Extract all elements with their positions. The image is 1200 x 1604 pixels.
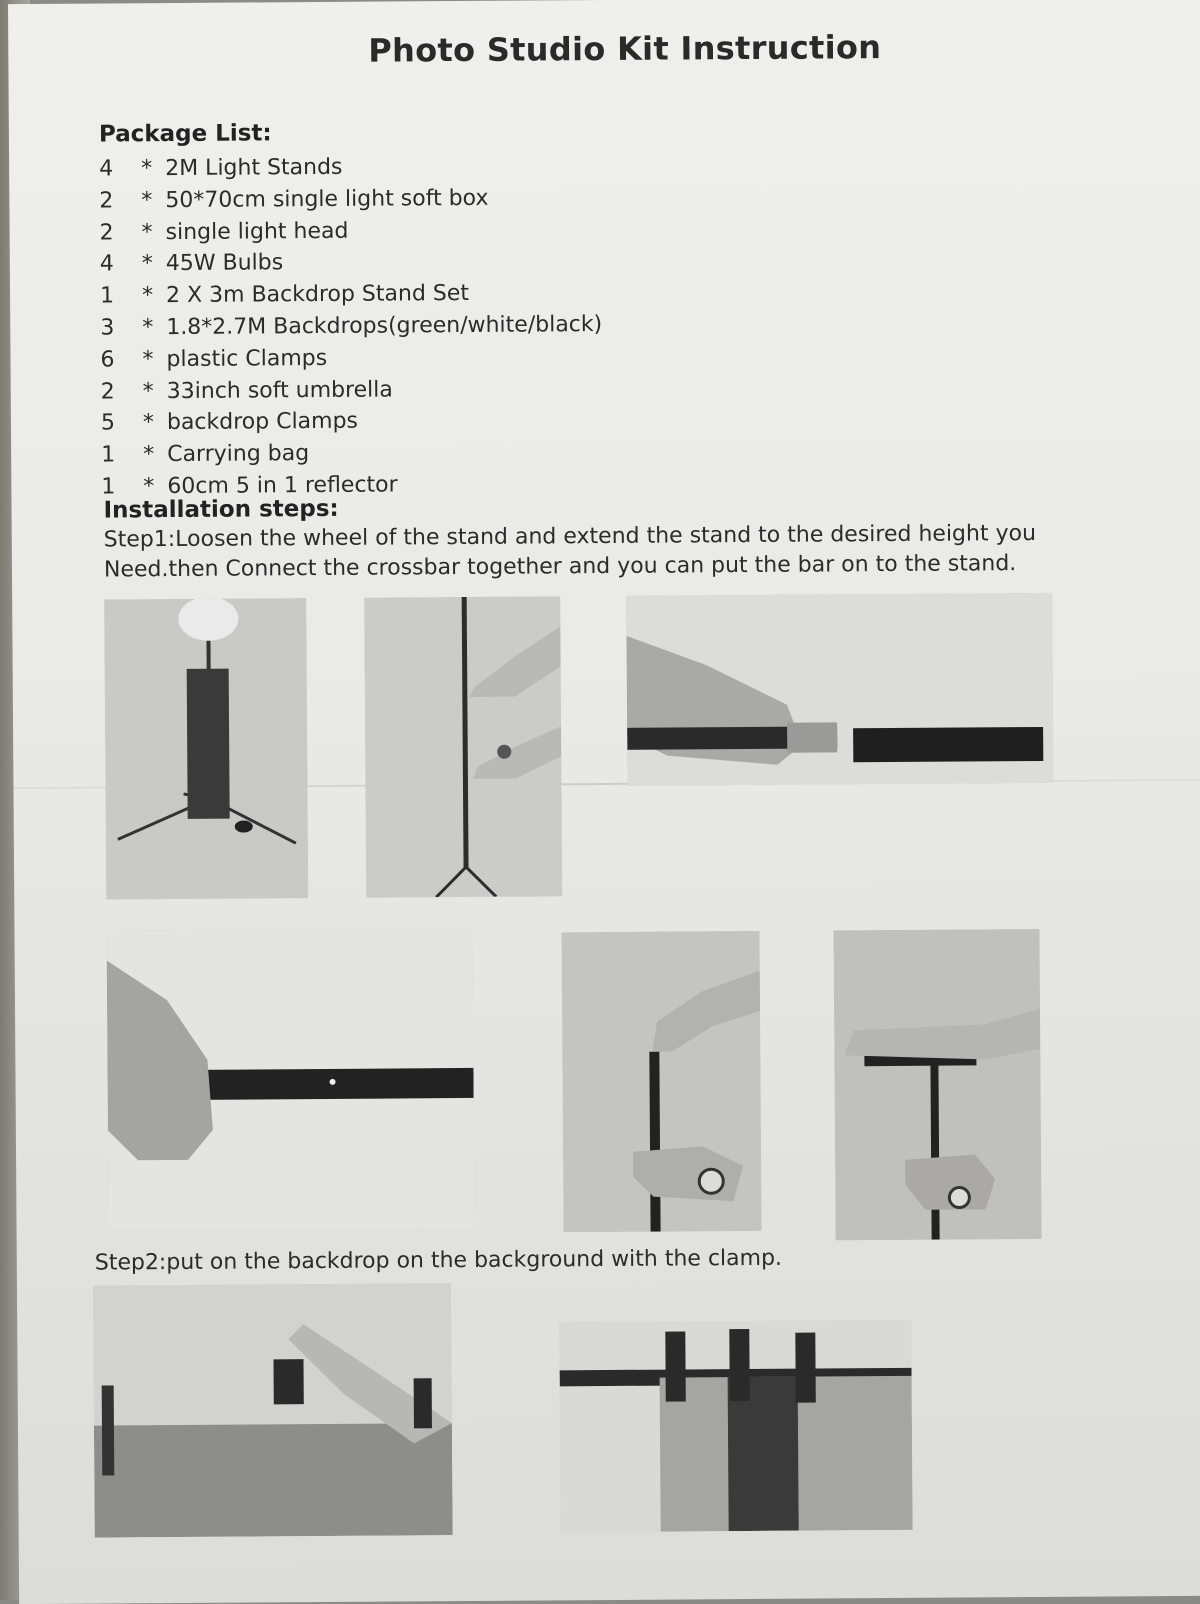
list-item: [99, 149, 799, 186]
item-quantity: 6: [100, 347, 115, 373]
step1-photo-insert-pole: [562, 931, 762, 1232]
item-quantity: 2: [100, 379, 115, 405]
list-item: [100, 308, 800, 345]
item-multiplier: *: [141, 283, 154, 309]
item-description: 2 X 3m Backdrop Stand Set: [165, 281, 470, 309]
package-list-heading: Package List:: [98, 120, 272, 148]
step1-photo-tighten-stand: [364, 596, 562, 897]
item-quantity: 1: [101, 442, 116, 468]
item-quantity: 1: [101, 474, 116, 500]
item-description: 1.8*2.7M Backdrops(green/white/black): [166, 312, 603, 341]
package-list: [99, 149, 801, 504]
list-item: [100, 212, 800, 249]
item-multiplier: *: [143, 442, 155, 468]
instruction-sheet: [8, 0, 1200, 1604]
list-item: [101, 435, 801, 472]
item-multiplier: *: [142, 410, 155, 436]
list-item: [100, 244, 800, 281]
item-quantity: 3: [100, 315, 115, 341]
step1-photo-attach-crossbar: [834, 929, 1042, 1240]
item-description: Carrying bag: [167, 441, 310, 468]
item-description: single light head: [165, 218, 349, 245]
item-multiplier: *: [142, 378, 154, 404]
step1-photo-extend-stand: [104, 598, 308, 899]
step2-photo-backdrop-clamped: [559, 1320, 912, 1532]
item-quantity: 2: [99, 188, 114, 214]
item-description: 33inch soft umbrella: [166, 377, 393, 404]
item-multiplier: *: [141, 187, 153, 214]
item-quantity: 1: [99, 283, 115, 309]
list-item: [100, 276, 800, 313]
item-multiplier: *: [143, 474, 155, 500]
item-multiplier: *: [142, 346, 154, 373]
item-description: 45W Bulbs: [165, 250, 284, 277]
step1-photo-connect-crossbar: [106, 928, 474, 1231]
list-item: [101, 403, 801, 440]
item-description: 2M Light Stands: [165, 154, 343, 182]
item-multiplier: *: [141, 219, 153, 245]
item-multiplier: *: [141, 251, 153, 277]
item-quantity: 4: [99, 156, 114, 182]
step1-line1: Step1:Loosen the wheel of the stand and extend the stand to the desired height you: [103, 520, 1037, 553]
document-title: Photo Studio Kit Instruction: [368, 28, 882, 70]
item-description: 60cm 5 in 1 reflector: [167, 472, 398, 500]
step1-line2: Need.then Connect the crossbar together and you can put the bar on to the stand.: [103, 551, 1017, 583]
item-description: backdrop Clamps: [166, 409, 359, 436]
item-description: plastic Clamps: [166, 345, 328, 372]
item-quantity: 5: [100, 410, 116, 436]
installation-steps-heading: Installation steps:: [103, 495, 339, 524]
list-item: [99, 180, 799, 217]
item-quantity: 4: [99, 251, 114, 277]
step2-photo-clamp-backdrop: [93, 1283, 453, 1537]
item-multiplier: *: [141, 156, 153, 182]
list-item: [101, 371, 801, 408]
step1-photo-crossbar-parts: [626, 593, 1053, 786]
step2-text: Step2:put on the backdrop on the background with the clamp.: [94, 1245, 783, 1276]
list-item: [100, 339, 800, 376]
item-description: 50*70cm single light soft box: [165, 185, 489, 213]
item-quantity: 2: [99, 220, 114, 246]
item-multiplier: *: [142, 315, 154, 341]
